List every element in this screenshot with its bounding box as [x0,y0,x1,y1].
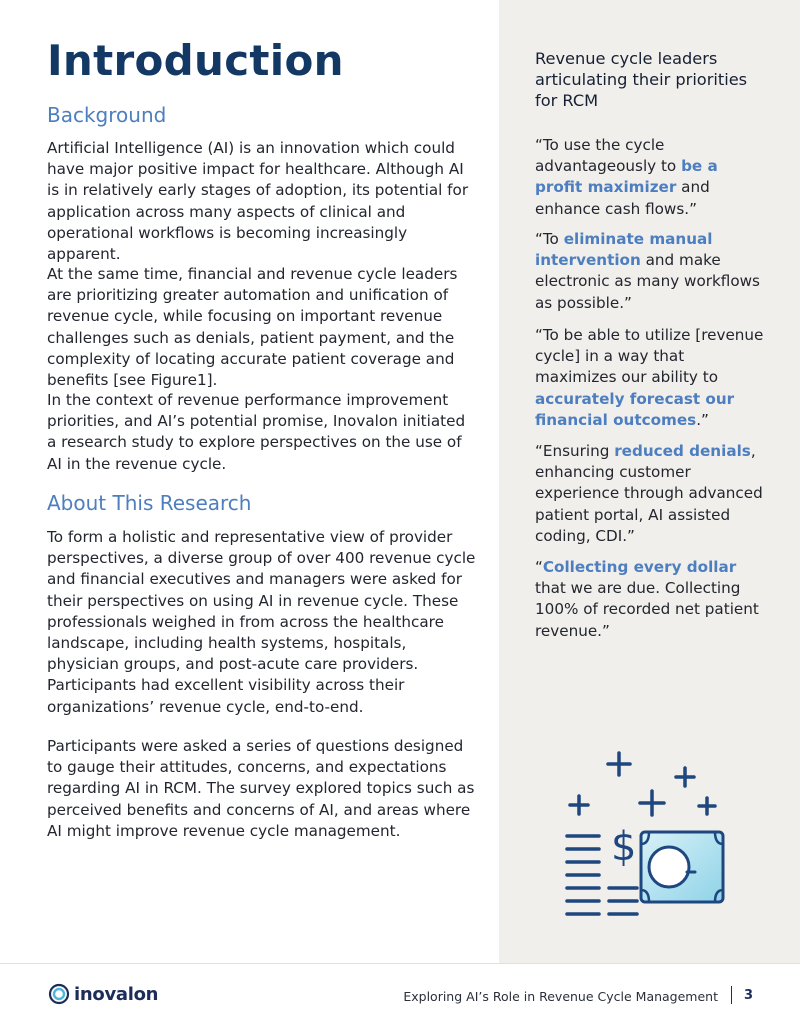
quotes-sidebar [499,0,800,963]
about-heading: About This Research [47,491,252,515]
page-title: Introduction [47,36,344,85]
quote-1-highlight: be a profit maximizer [535,157,718,197]
background-paragraph-2: At the same time, financial and revenue cycle leaders are prioritizing greater automation and unification of revenue cycle, while focusing on important revenue challenges such as denials, patient payment, and the complexity of locating accurate patient coverage and benefits [see Figure1]. [47,265,458,390]
quote-5-highlight: Collecting every dollar [542,558,737,576]
footer-document-title: Exploring AI’s Role in Revenue Cycle Management [403,989,718,1004]
about-paragraph-1: To form a holistic and representative view of provider perspectives, a diverse group of over 400 revenue cycle and financial executives and managers were asked for their perspectives on using AI in revenue cycle. These professionals weighed in from across the healthcare landscape, including health systems, hospitals, physician groups, and post-acute care providers. Participants had excellent visibility across their organizations’ revenue cycle, end-to-end. [47,528,476,716]
background-heading: Background [47,103,167,127]
quote-4: “Ensuring reduced denials, enhancing customer experience through advanced patient portal, AI assisted coding, CDI.” [535,442,763,545]
money-plus-icon [559,748,729,928]
logo-wordmark: inovalon [74,983,159,1005]
page-number: 3 [744,988,754,1003]
quote-5: “Collecting every dollar that we are due. Collecting 100% of recorded net patient revenue.” [535,558,759,640]
quote-2-highlight: eliminate manual intervention [535,230,713,270]
sidebar-title: Revenue cycle leaders articulating their priorities for RCM [535,49,748,110]
quote-4-highlight: reduced denials [614,442,751,460]
background-paragraph-1: Artificial Intelligence (AI) is an innovation which could have major positive impact for healthcare. Although AI is in relatively early stages of adoption, its potential for application across many aspects of clinical and operational workflows is becoming increasingly apparent. [47,139,469,264]
page-footer [0,963,800,1036]
quote-3-highlight: accurately forecast our financial outcomes [535,389,735,429]
quote-2: “To eliminate manual intervention and make electronic as many workflows as possible.” [535,230,760,312]
svg-text:$: $ [611,824,637,870]
inovalon-logo [48,982,158,1006]
about-paragraph-2: Participants were asked a series of questions designed to gauge their attitudes, concerns, and expectations regarding AI in RCM. The survey explored topics such as perceived benefits and concerns of AI, and areas where AI might improve revenue cycle management. [47,737,475,840]
quote-3: “To be able to utilize [revenue cycle] in a way that maximizes our ability to accurately forecast our financial outcomes.” [535,326,764,429]
footer-divider [731,986,732,1004]
background-paragraph-3: In the context of revenue performance improvement priorities, and AI’s potential promise, Inovalon initiated a research study to explore perspectives on the use of AI in the revenue cycle. [47,391,466,473]
quote-1: “To use the cycle advantageously to be a profit maximizer and enhance cash flows.” [535,136,718,218]
inovalon-logo-icon [48,983,70,1005]
